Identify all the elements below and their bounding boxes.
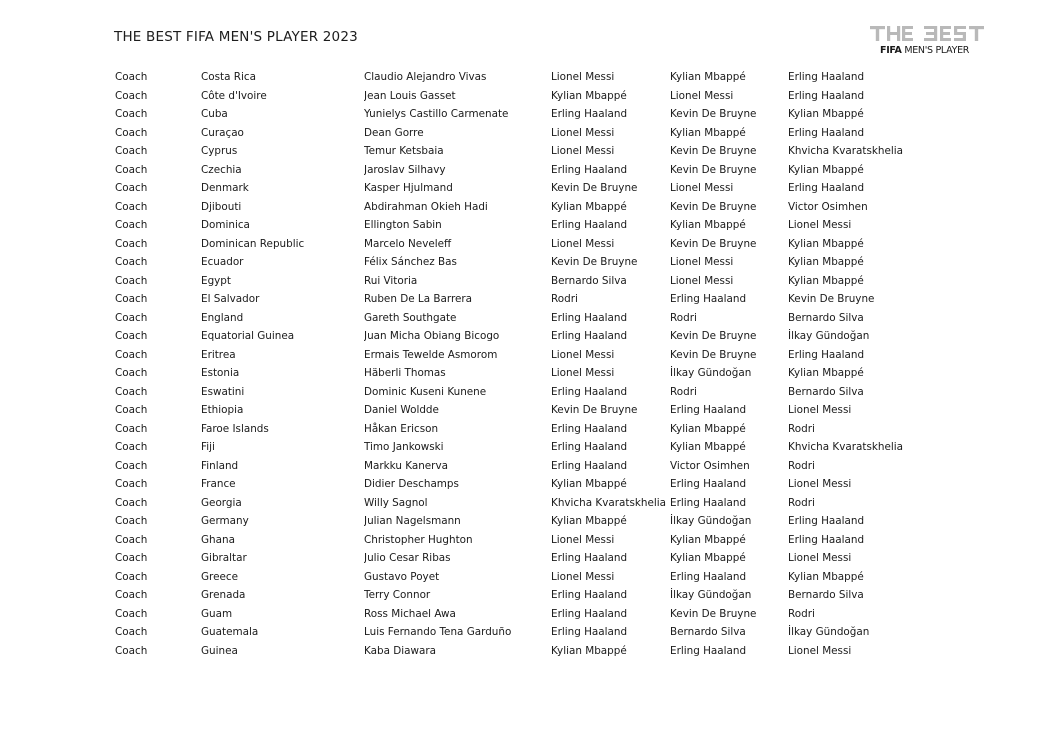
second-place-cell: Kevin De Bruyne xyxy=(670,145,757,157)
second-place-cell: Lionel Messi xyxy=(670,89,734,102)
table-row xyxy=(0,623,1047,642)
third-place-cell: Kylian Mbappé xyxy=(788,570,864,583)
country-cell: Greece xyxy=(201,570,238,583)
second-place-cell: Kylian Mbappé xyxy=(670,552,746,564)
page-title: THE BEST FIFA MEN'S PLAYER 2023 xyxy=(114,29,358,45)
the-best-wordmark-icon xyxy=(870,24,992,46)
third-place-cell: Victor Osimhen xyxy=(788,200,868,213)
second-place-cell: Kevin De Bruyne xyxy=(670,108,757,120)
first-place-cell: Lionel Messi xyxy=(551,367,615,379)
table-row xyxy=(0,438,1047,457)
voter-role-cell: Coach xyxy=(115,385,148,398)
table-row xyxy=(0,87,1047,106)
first-place-cell: Erling Haaland xyxy=(551,219,628,231)
voter-name-cell: Dominic Kuseni Kunene xyxy=(364,385,487,398)
second-place-cell: Kevin De Bruyne xyxy=(670,348,757,361)
voter-name-cell: Abdirahman Okieh Hadi xyxy=(364,200,488,213)
voter-role-cell: Coach xyxy=(115,570,148,583)
third-place-cell: Kylian Mbappé xyxy=(788,237,864,250)
logo-brand: FIFA xyxy=(880,45,902,56)
third-place-cell: Rodri xyxy=(788,422,815,435)
second-place-cell: Lionel Messi xyxy=(670,274,734,287)
voter-role-cell: Coach xyxy=(115,422,148,435)
first-place-cell: Kevin De Bruyne xyxy=(551,182,638,194)
first-place-cell: Erling Haaland xyxy=(551,589,628,601)
country-cell: Equatorial Guinea xyxy=(201,330,295,342)
country-cell: Dominica xyxy=(201,219,250,231)
country-cell: Ecuador xyxy=(201,256,244,268)
third-place-cell: Erling Haaland xyxy=(788,182,865,194)
votes-table xyxy=(0,68,1047,660)
voter-role-cell: Coach xyxy=(115,478,148,490)
voter-role-cell: Coach xyxy=(115,459,148,472)
first-place-cell: Rodri xyxy=(551,293,578,305)
voter-name-cell: Félix Sánchez Bas xyxy=(364,256,457,268)
voter-name-cell: Temur Ketsbaia xyxy=(364,145,444,157)
voter-role-cell: Coach xyxy=(115,589,148,601)
table-row xyxy=(0,512,1047,531)
third-place-cell: Lionel Messi xyxy=(788,478,852,490)
second-place-cell: Kylian Mbappé xyxy=(670,71,746,83)
second-place-cell: Erling Haaland xyxy=(670,293,747,305)
first-place-cell: Lionel Messi xyxy=(551,570,615,583)
table-row xyxy=(0,605,1047,624)
third-place-cell: Rodri xyxy=(788,496,815,509)
country-cell: Guatemala xyxy=(201,626,259,638)
third-place-cell: Erling Haaland xyxy=(788,533,865,546)
country-cell: Finland xyxy=(201,459,239,472)
first-place-cell: Erling Haaland xyxy=(551,385,628,398)
first-place-cell: Kylian Mbappé xyxy=(551,644,627,657)
third-place-cell: İlkay Gündoğan xyxy=(788,330,870,342)
third-place-cell: Kylian Mbappé xyxy=(788,163,864,176)
country-cell: Georgia xyxy=(201,496,242,509)
first-place-cell: Kylian Mbappé xyxy=(551,200,627,213)
voter-name-cell: Terry Connor xyxy=(364,589,431,601)
second-place-cell: Kevin De Bruyne xyxy=(670,237,757,250)
voter-name-cell: Julio Cesar Ribas xyxy=(364,552,451,564)
first-place-cell: Lionel Messi xyxy=(551,145,615,157)
voter-name-cell: Ellington Sabin xyxy=(364,219,442,231)
first-place-cell: Erling Haaland xyxy=(551,441,628,453)
third-place-cell: Erling Haaland xyxy=(788,89,865,102)
first-place-cell: Erling Haaland xyxy=(551,607,628,620)
country-cell: Grenada xyxy=(201,589,246,601)
second-place-cell: Erling Haaland xyxy=(670,404,747,416)
third-place-cell: Kylian Mbappé xyxy=(788,256,864,268)
voter-role-cell: Coach xyxy=(115,404,148,416)
voter-role-cell: Coach xyxy=(115,607,148,620)
first-place-cell: Erling Haaland xyxy=(551,108,628,120)
logo-caption-text: MEN'S PLAYER xyxy=(904,45,970,56)
country-cell: Djibouti xyxy=(201,200,242,213)
voter-role-cell: Coach xyxy=(115,256,148,268)
first-place-cell: Erling Haaland xyxy=(551,311,628,324)
third-place-cell: Kevin De Bruyne xyxy=(788,293,875,305)
country-cell: Ghana xyxy=(201,533,235,546)
first-place-cell: Erling Haaland xyxy=(551,422,628,435)
second-place-cell: İlkay Gündoğan xyxy=(670,367,752,379)
voter-name-cell: Claudio Alejandro Vivas xyxy=(364,71,487,83)
country-cell: Curaçao xyxy=(201,126,244,139)
first-place-cell: Erling Haaland xyxy=(551,552,628,564)
first-place-cell: Lionel Messi xyxy=(551,126,615,139)
third-place-cell: Khvicha Kvaratskhelia xyxy=(788,441,903,453)
third-place-cell: Rodri xyxy=(788,459,815,472)
voter-name-cell: Ermais Tewelde Asmorom xyxy=(364,348,498,361)
voter-name-cell: Christopher Hughton xyxy=(364,533,473,546)
voter-role-cell: Coach xyxy=(115,108,148,120)
country-cell: Côte d'Ivoire xyxy=(201,89,267,102)
voter-name-cell: Jean Louis Gasset xyxy=(364,89,456,102)
voter-name-cell: Gustavo Poyet xyxy=(364,570,440,583)
voter-role-cell: Coach xyxy=(115,274,148,287)
table-row xyxy=(0,346,1047,365)
voter-role-cell: Coach xyxy=(115,533,148,546)
country-cell: El Salvador xyxy=(201,293,260,305)
third-place-cell: Erling Haaland xyxy=(788,126,865,139)
table-row xyxy=(0,531,1047,550)
second-place-cell: Kylian Mbappé xyxy=(670,533,746,546)
third-place-cell: Bernardo Silva xyxy=(788,385,864,398)
voter-role-cell: Coach xyxy=(115,441,148,453)
third-place-cell: Bernardo Silva xyxy=(788,311,864,324)
country-cell: Denmark xyxy=(201,182,249,194)
voter-name-cell: Dean Gorre xyxy=(364,126,424,139)
third-place-cell: Erling Haaland xyxy=(788,515,865,527)
table-row xyxy=(0,494,1047,513)
voter-role-cell: Coach xyxy=(115,126,148,139)
first-place-cell: Bernardo Silva xyxy=(551,274,627,287)
table-row xyxy=(0,235,1047,254)
country-cell: Gibraltar xyxy=(201,552,247,564)
voter-name-cell: Ruben De La Barrera xyxy=(364,293,473,305)
country-cell: Cuba xyxy=(201,108,228,120)
first-place-cell: Erling Haaland xyxy=(551,459,628,472)
third-place-cell: Lionel Messi xyxy=(788,404,852,416)
table-row xyxy=(0,586,1047,605)
second-place-cell: Kylian Mbappé xyxy=(670,422,746,435)
country-cell: Costa Rica xyxy=(201,71,256,83)
table-row xyxy=(0,401,1047,420)
voter-role-cell: Coach xyxy=(115,367,148,379)
voter-role-cell: Coach xyxy=(115,219,148,231)
first-place-cell: Lionel Messi xyxy=(551,348,615,361)
third-place-cell: Erling Haaland xyxy=(788,71,865,83)
first-place-cell: Lionel Messi xyxy=(551,71,615,83)
third-place-cell: Lionel Messi xyxy=(788,644,852,657)
second-place-cell: Kevin De Bruyne xyxy=(670,200,757,213)
voter-name-cell: Jaroslav Silhavy xyxy=(364,163,446,176)
second-place-cell: İlkay Gündoğan xyxy=(670,515,752,527)
second-place-cell: Rodri xyxy=(670,385,697,398)
logo-caption xyxy=(880,45,969,56)
country-cell: Eritrea xyxy=(201,348,236,361)
voter-name-cell: Julian Nagelsmann xyxy=(364,515,461,527)
table-row xyxy=(0,457,1047,476)
third-place-cell: Bernardo Silva xyxy=(788,589,864,601)
table-row xyxy=(0,642,1047,661)
country-cell: Guinea xyxy=(201,644,238,657)
second-place-cell: Lionel Messi xyxy=(670,182,734,194)
third-place-cell: Khvicha Kvaratskhelia xyxy=(788,145,903,157)
first-place-cell: Lionel Messi xyxy=(551,237,615,250)
country-cell: England xyxy=(201,311,244,324)
voter-role-cell: Coach xyxy=(115,89,148,102)
country-cell: Eswatini xyxy=(201,385,245,398)
voter-role-cell: Coach xyxy=(115,515,148,527)
table-row xyxy=(0,216,1047,235)
first-place-cell: Kevin De Bruyne xyxy=(551,256,638,268)
voter-role-cell: Coach xyxy=(115,237,148,250)
voter-role-cell: Coach xyxy=(115,71,148,83)
country-cell: Fiji xyxy=(201,441,215,453)
first-place-cell: Erling Haaland xyxy=(551,163,628,176)
table-row xyxy=(0,327,1047,346)
third-place-cell: Kylian Mbappé xyxy=(788,367,864,379)
second-place-cell: Kevin De Bruyne xyxy=(670,607,757,620)
third-place-cell: Rodri xyxy=(788,607,815,620)
third-place-cell: Kylian Mbappé xyxy=(788,274,864,287)
first-place-cell: Erling Haaland xyxy=(551,330,628,342)
voter-role-cell: Coach xyxy=(115,200,148,213)
second-place-cell: Victor Osimhen xyxy=(670,459,750,472)
second-place-cell: Kevin De Bruyne xyxy=(670,330,757,342)
country-cell: Egypt xyxy=(201,274,231,287)
table-row xyxy=(0,161,1047,180)
voter-name-cell: Didier Deschamps xyxy=(364,478,459,490)
voter-role-cell: Coach xyxy=(115,293,148,305)
table-row xyxy=(0,383,1047,402)
voter-name-cell: Luis Fernando Tena Garduño xyxy=(364,626,512,638)
voter-role-cell: Coach xyxy=(115,311,148,324)
third-place-cell: Kylian Mbappé xyxy=(788,108,864,120)
second-place-cell: Bernardo Silva xyxy=(670,626,746,638)
voter-role-cell: Coach xyxy=(115,348,148,361)
first-place-cell: Kylian Mbappé xyxy=(551,515,627,527)
country-cell: Czechia xyxy=(201,163,242,176)
table-row xyxy=(0,124,1047,143)
first-place-cell: Kylian Mbappé xyxy=(551,478,627,490)
table-row xyxy=(0,68,1047,87)
voter-role-cell: Coach xyxy=(115,496,148,509)
second-place-cell: Erling Haaland xyxy=(670,496,747,509)
voter-name-cell: Markku Kanerva xyxy=(364,459,448,472)
second-place-cell: Rodri xyxy=(670,311,697,324)
third-place-cell: İlkay Gündoğan xyxy=(788,626,870,638)
table-row xyxy=(0,290,1047,309)
voter-role-cell: Coach xyxy=(115,626,148,638)
first-place-cell: Erling Haaland xyxy=(551,626,628,638)
voter-name-cell: Willy Sagnol xyxy=(364,496,428,509)
voter-role-cell: Coach xyxy=(115,163,148,176)
voter-role-cell: Coach xyxy=(115,552,148,564)
country-cell: Guam xyxy=(201,607,233,620)
voter-name-cell: Häberli Thomas xyxy=(364,367,446,379)
third-place-cell: Lionel Messi xyxy=(788,552,852,564)
first-place-cell: Kevin De Bruyne xyxy=(551,404,638,416)
table-row xyxy=(0,272,1047,291)
table-row xyxy=(0,179,1047,198)
voter-role-cell: Coach xyxy=(115,182,148,194)
second-place-cell: Erling Haaland xyxy=(670,570,747,583)
second-place-cell: Kylian Mbappé xyxy=(670,126,746,139)
voter-name-cell: Marcelo Neveleff xyxy=(364,237,452,250)
voter-name-cell: Gareth Southgate xyxy=(364,311,457,324)
first-place-cell: Lionel Messi xyxy=(551,533,615,546)
table-row xyxy=(0,142,1047,161)
third-place-cell: Lionel Messi xyxy=(788,219,852,231)
table-row xyxy=(0,475,1047,494)
country-cell: Germany xyxy=(201,515,249,527)
third-place-cell: Erling Haaland xyxy=(788,348,865,361)
country-cell: Faroe Islands xyxy=(201,422,269,435)
country-cell: Dominican Republic xyxy=(201,237,305,250)
table-row xyxy=(0,253,1047,272)
voter-name-cell: Ross Michael Awa xyxy=(364,607,456,620)
voter-name-cell: Kasper Hjulmand xyxy=(364,182,453,194)
table-row xyxy=(0,198,1047,217)
voter-name-cell: Yunielys Castillo Carmenate xyxy=(364,108,509,120)
voter-role-cell: Coach xyxy=(115,330,148,342)
country-cell: Estonia xyxy=(201,367,240,379)
table-row xyxy=(0,420,1047,439)
country-cell: Ethiopia xyxy=(201,404,244,416)
voter-name-cell: Håkan Ericson xyxy=(364,422,439,435)
second-place-cell: Kylian Mbappé xyxy=(670,219,746,231)
second-place-cell: Lionel Messi xyxy=(670,256,734,268)
table-row xyxy=(0,309,1047,328)
voter-role-cell: Coach xyxy=(115,145,148,157)
table-row xyxy=(0,549,1047,568)
table-row xyxy=(0,105,1047,124)
country-cell: France xyxy=(201,478,236,490)
voter-role-cell: Coach xyxy=(115,644,148,657)
voter-name-cell: Rui Vitoria xyxy=(364,274,418,287)
first-place-cell: Kylian Mbappé xyxy=(551,89,627,102)
second-place-cell: Kylian Mbappé xyxy=(670,441,746,453)
second-place-cell: Erling Haaland xyxy=(670,644,747,657)
second-place-cell: Erling Haaland xyxy=(670,478,747,490)
voter-name-cell: Timo Jankowski xyxy=(364,441,444,453)
voter-name-cell: Kaba Diawara xyxy=(364,644,437,657)
second-place-cell: İlkay Gündoğan xyxy=(670,589,752,601)
second-place-cell: Kevin De Bruyne xyxy=(670,163,757,176)
table-row xyxy=(0,364,1047,383)
country-cell: Cyprus xyxy=(201,145,238,157)
voter-name-cell: Juan Micha Obiang Bicogo xyxy=(364,330,500,342)
voter-name-cell: Daniel Woldde xyxy=(364,404,439,416)
table-row xyxy=(0,568,1047,587)
first-place-cell: Khvicha Kvaratskhelia xyxy=(551,496,666,509)
